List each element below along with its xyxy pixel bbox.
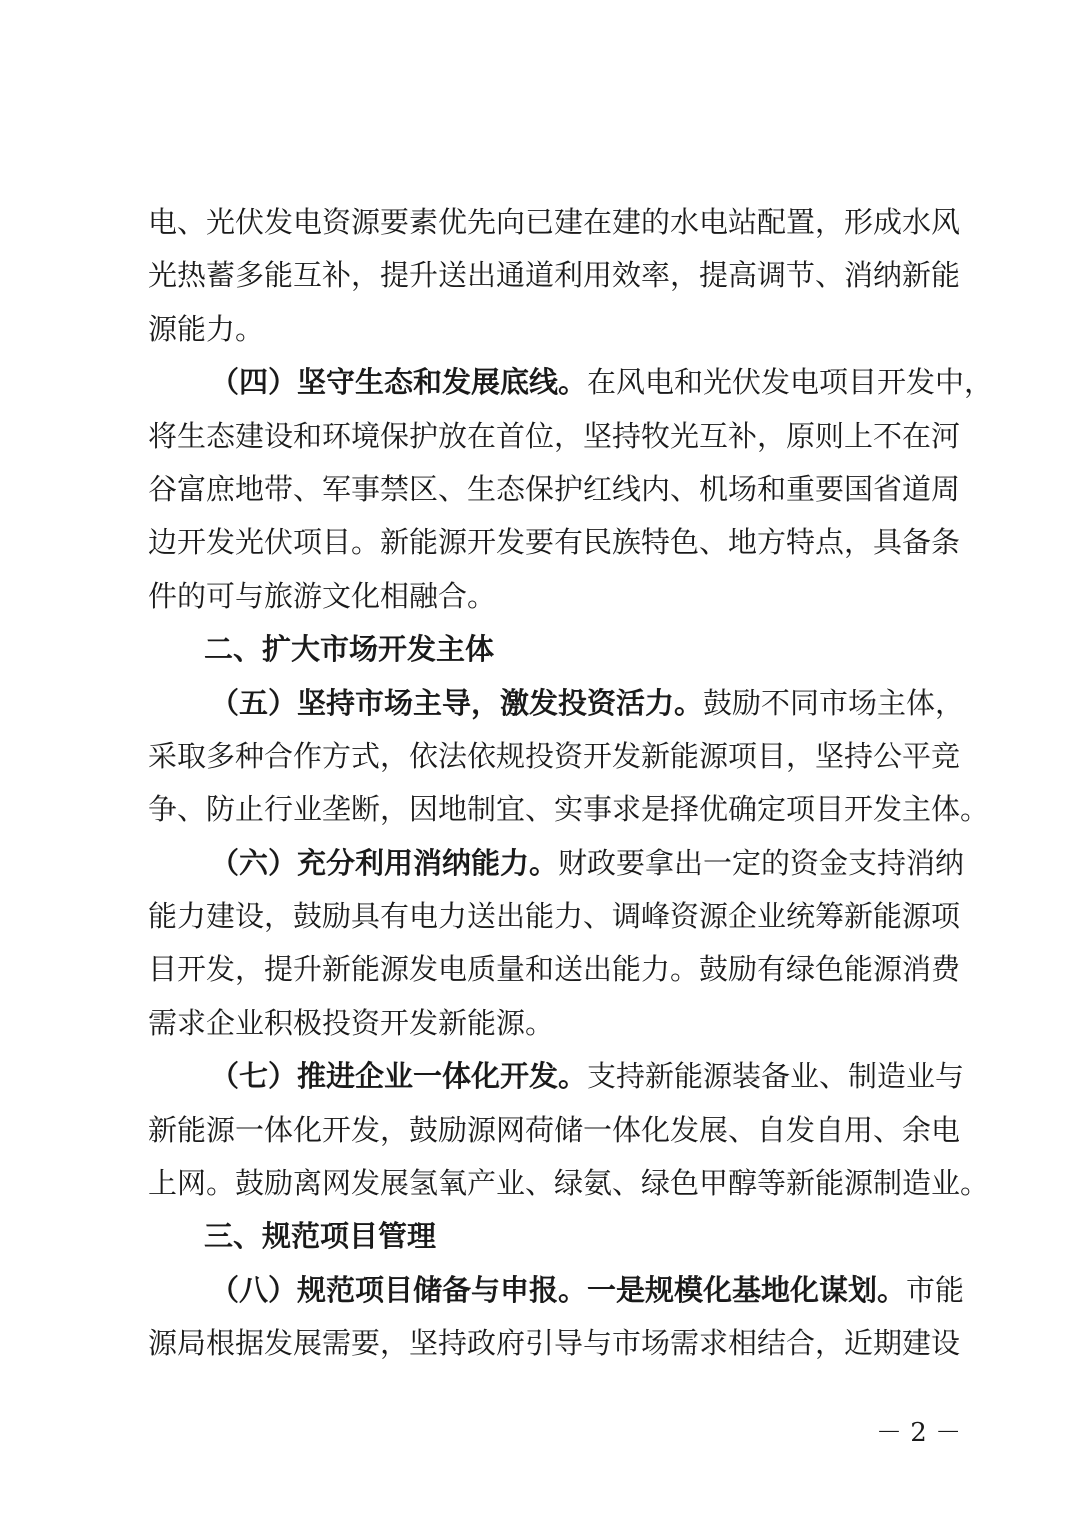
paragraph-line bbox=[148, 1264, 965, 1317]
section-text: 在风电和光伏发电项目开发中， bbox=[587, 365, 994, 400]
paragraph-line bbox=[148, 1050, 965, 1103]
paragraph-line: 谷富庶地带、军事禁区、生态保护红线内、机场和重要国省道周 bbox=[148, 471, 961, 506]
section-text: 一是规模化基地化谋划。市能 bbox=[587, 1272, 965, 1307]
section-text: 财政要拿出一定的资金支持消纳 bbox=[558, 845, 965, 880]
section-lead: （六）充分利用消纳能力。 bbox=[210, 845, 559, 880]
section-text: 支持新能源装备业、制造业与 bbox=[587, 1059, 965, 1094]
paragraph-line: 上网。鼓励离网发展氢氧产业、绿氨、绿色甲醇等新能源制造业。 bbox=[148, 1166, 990, 1201]
section-lead: （八）规范项目储备与申报。 bbox=[210, 1272, 588, 1307]
section-heading: 二、扩大市场开发主体 bbox=[204, 632, 495, 667]
paragraph-line: 采取多种合作方式，依法依规投资开发新能源项目，坚持公平竞 bbox=[148, 738, 961, 773]
page-number: － 2 － bbox=[876, 1418, 962, 1448]
paragraph-line: 源局根据发展需要，坚持政府引导与市场需求相结合，近期建设 bbox=[148, 1326, 961, 1361]
paragraph-line: 光热蓄多能互补，提升送出通道利用效率，提高调节、消纳新能 bbox=[148, 258, 961, 293]
section-text: 鼓励不同市场主体， bbox=[703, 685, 965, 720]
paragraph-line: 需求企业积极投资开发新能源。 bbox=[148, 1005, 555, 1040]
section-heading: 三、规范项目管理 bbox=[204, 1219, 437, 1254]
paragraph-line: 新能源一体化开发，鼓励源网荷储一体化发展、自发自用、余电 bbox=[148, 1112, 961, 1147]
paragraph-line bbox=[148, 837, 965, 890]
paragraph-line: 边开发光伏项目。新能源开发要有民族特色、地方特点，具备条 bbox=[148, 525, 961, 560]
inline-emphasis: 一是规模化基地化谋划。 bbox=[587, 1272, 907, 1307]
paragraph-line: 能力建设，鼓励具有电力送出能力、调峰资源企业统筹新能源项 bbox=[148, 899, 961, 934]
body-text bbox=[148, 196, 994, 1371]
paragraph-line bbox=[148, 356, 994, 409]
paragraph-line: 争、防止行业垄断，因地制宜、实事求是择优确定项目开发主体。 bbox=[148, 792, 990, 827]
section-lead: （七）推进企业一体化开发。 bbox=[210, 1059, 588, 1094]
paragraph-line: 件的可与旅游文化相融合。 bbox=[148, 578, 497, 613]
paragraph-line bbox=[148, 677, 965, 730]
section-lead: （四）坚守生态和发展底线。 bbox=[210, 365, 588, 400]
paragraph-line: 源能力。 bbox=[148, 311, 265, 346]
section-lead: （五）坚持市场主导，激发投资活力。 bbox=[210, 685, 704, 720]
paragraph-line: 电、光伏发电资源要素优先向已建在建的水电站配置，形成水风 bbox=[148, 205, 961, 239]
paragraph-line: 目开发，提升新能源发电质量和送出能力。鼓励有绿色能源消费 bbox=[148, 952, 961, 987]
paragraph-line: 将生态建设和环境保护放在首位，坚持牧光互补，原则上不在河 bbox=[148, 418, 961, 453]
